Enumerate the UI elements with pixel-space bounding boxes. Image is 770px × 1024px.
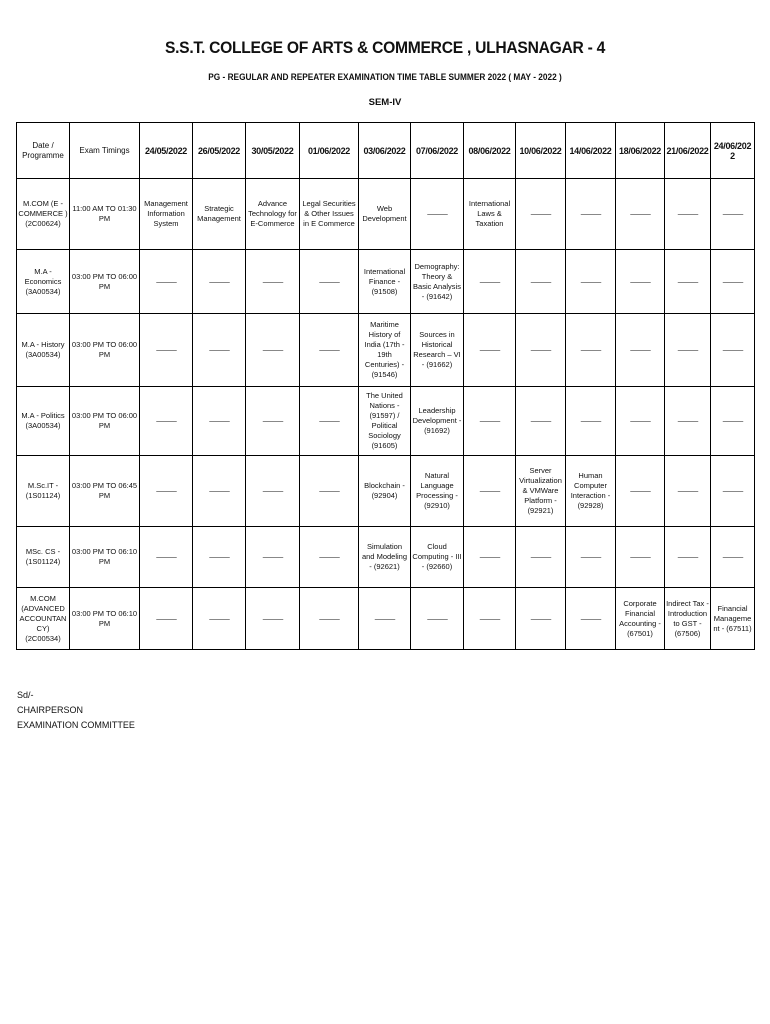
exam-cell: Management Information System [140, 179, 193, 250]
exam-cell: ——— [516, 588, 566, 650]
date-header: 01/06/2022 [300, 123, 359, 179]
exam-cell: ——— [246, 456, 300, 527]
exam-cell: ——— [711, 314, 755, 387]
exam-cell: ——— [665, 527, 711, 588]
table-row [17, 387, 755, 456]
exam-cell: Sources in Historical Research – VI - (91662) [411, 314, 464, 387]
exam-cell: Blockchain - (92904) [359, 456, 411, 527]
exam-cell: ——— [616, 527, 665, 588]
exam-cell: ——— [566, 588, 616, 650]
exam-cell: ——— [616, 179, 665, 250]
table-row [17, 314, 755, 387]
exam-cell: ——— [140, 588, 193, 650]
timing-cell: 03:00 PM TO 06:45 PM [70, 456, 140, 527]
date-header: 10/06/2022 [516, 123, 566, 179]
timing-cell: 03:00 PM TO 06:10 PM [70, 588, 140, 650]
exam-cell: ——— [711, 250, 755, 314]
exam-cell: ——— [464, 527, 516, 588]
exam-cell: The United Nations - (91597) / Political Sociology (91605) [359, 387, 411, 456]
exam-cell: ——— [665, 250, 711, 314]
timings-header: Exam Timings [70, 123, 140, 179]
timetable [16, 122, 755, 650]
date-header: 30/05/2022 [246, 123, 300, 179]
date-header: 14/06/2022 [566, 123, 616, 179]
exam-cell: ——— [711, 456, 755, 527]
exam-cell: ——— [616, 250, 665, 314]
exam-cell: International Finance - (91508) [359, 250, 411, 314]
timing-cell: 11:00 AM TO 01:30 PM [70, 179, 140, 250]
exam-cell: Maritime History of India (17th - 19th Centuries) - (91546) [359, 314, 411, 387]
timing-cell: 03:00 PM TO 06:00 PM [70, 314, 140, 387]
date-header: 03/06/2022 [359, 123, 411, 179]
exam-cell: ——— [246, 588, 300, 650]
programme-cell: M.Sc.IT - (1S01124) [17, 456, 70, 527]
exam-cell: ——— [300, 387, 359, 456]
exam-cell: ——— [140, 387, 193, 456]
college-title: S.S.T. COLLEGE OF ARTS & COMMERCE , ULHASNAGAR - 4 [164, 38, 606, 57]
exam-cell: Cloud Computing - III - (92660) [411, 527, 464, 588]
exam-cell: International Laws & Taxation [464, 179, 516, 250]
exam-cell: ——— [665, 387, 711, 456]
exam-cell: ——— [464, 250, 516, 314]
exam-cell: Natural Language Processing - (92910) [411, 456, 464, 527]
exam-title: PG - REGULAR AND REPEATER EXAMINATION TIME TABLE SUMMER 2022 ( MAY - 2022 ) [208, 72, 562, 82]
exam-cell: ——— [464, 588, 516, 650]
exam-cell: ——— [193, 588, 246, 650]
exam-cell: ——— [516, 387, 566, 456]
table-row [17, 456, 755, 527]
date-header: 07/06/2022 [411, 123, 464, 179]
timetable-header-row [17, 123, 755, 179]
corner-header: Date / Programme [17, 123, 70, 179]
exam-cell: ——— [140, 456, 193, 527]
timing-cell: 03:00 PM TO 06:00 PM [70, 250, 140, 314]
exam-cell: ——— [516, 314, 566, 387]
exam-cell: ——— [140, 250, 193, 314]
exam-cell: ——— [665, 179, 711, 250]
exam-cell: ——— [359, 588, 411, 650]
exam-cell: ——— [616, 314, 665, 387]
table-row [17, 250, 755, 314]
committee-text: EXAMINATION COMMITTEE [17, 720, 135, 730]
exam-cell: ——— [300, 456, 359, 527]
programme-cell: M.A - History (3A00534) [17, 314, 70, 387]
exam-cell: ——— [193, 314, 246, 387]
exam-cell: ——— [516, 527, 566, 588]
exam-cell: ——— [193, 250, 246, 314]
date-header: 21/06/2022 [665, 123, 711, 179]
exam-cell: ——— [616, 456, 665, 527]
exam-cell: ——— [246, 250, 300, 314]
exam-cell: Web Development [359, 179, 411, 250]
exam-cell: ——— [246, 314, 300, 387]
table-row [17, 179, 755, 250]
exam-cell: ——— [464, 387, 516, 456]
exam-cell: ——— [300, 527, 359, 588]
programme-cell: M.A - Economics (3A00534) [17, 250, 70, 314]
timing-cell: 03:00 PM TO 06:00 PM [70, 387, 140, 456]
date-header: 18/06/2022 [616, 123, 665, 179]
exam-cell: Financial Management - (67511) [711, 588, 755, 650]
programme-cell: MSc. CS - (1S01124) [17, 527, 70, 588]
designation-text: CHAIRPERSON [17, 705, 84, 715]
timing-cell: 03:00 PM TO 06:10 PM [70, 527, 140, 588]
programme-cell: M.COM (ADVANCED ACCOUNTANCY) (2C00534) [17, 588, 70, 650]
exam-cell: Human Computer Interaction - (92928) [566, 456, 616, 527]
exam-cell: ——— [665, 456, 711, 527]
signature-text: Sd/- [17, 690, 34, 700]
date-header: 24/05/2022 [140, 123, 193, 179]
exam-cell: ——— [140, 314, 193, 387]
exam-cell: ——— [516, 250, 566, 314]
date-header: 26/05/2022 [193, 123, 246, 179]
exam-cell: ——— [193, 456, 246, 527]
table-row [17, 588, 755, 650]
exam-cell: ——— [464, 456, 516, 527]
exam-cell: ——— [411, 179, 464, 250]
exam-cell: ——— [300, 314, 359, 387]
exam-cell: ——— [566, 527, 616, 588]
exam-cell: ——— [246, 387, 300, 456]
exam-cell: Demography: Theory & Basic Analysis - (91642) [411, 250, 464, 314]
exam-cell: ——— [616, 387, 665, 456]
exam-cell: Server Virtualization & VMWare Platform - (92921) [516, 456, 566, 527]
exam-cell: Indirect Tax -Introduction to GST - (67506) [665, 588, 711, 650]
timetable-body [17, 179, 755, 650]
exam-cell: ——— [665, 314, 711, 387]
exam-cell: ——— [566, 250, 616, 314]
exam-cell: ——— [300, 588, 359, 650]
exam-cell: ——— [464, 314, 516, 387]
exam-cell: ——— [246, 527, 300, 588]
exam-cell: ——— [411, 588, 464, 650]
exam-cell: ——— [711, 387, 755, 456]
exam-cell: Strategic Management [193, 179, 246, 250]
programme-cell: M.A - Politics (3A00534) [17, 387, 70, 456]
exam-cell: ——— [193, 387, 246, 456]
table-row [17, 527, 755, 588]
exam-cell: ——— [300, 250, 359, 314]
date-header: 08/06/2022 [464, 123, 516, 179]
exam-cell: Corporate Financial Accounting - (67501) [616, 588, 665, 650]
exam-cell: ——— [566, 314, 616, 387]
signature-block [17, 688, 135, 733]
exam-cell: Leadership Development - (91692) [411, 387, 464, 456]
semester-label: SEM-IV [368, 97, 402, 108]
exam-cell: ——— [516, 179, 566, 250]
exam-cell: Advance Technology for E-Commerce [246, 179, 300, 250]
exam-cell: ——— [711, 527, 755, 588]
exam-cell: Legal Securities & Other Issues in E Commerce [300, 179, 359, 250]
exam-cell: Simulation and Modeling - (92621) [359, 527, 411, 588]
exam-cell: ——— [566, 387, 616, 456]
exam-cell: ——— [140, 527, 193, 588]
exam-cell: ——— [566, 179, 616, 250]
exam-cell: ——— [711, 179, 755, 250]
programme-cell: M.COM (E - COMMERCE ) (2C00624) [17, 179, 70, 250]
exam-cell: ——— [193, 527, 246, 588]
date-header: 24/06/2022 [711, 123, 755, 179]
